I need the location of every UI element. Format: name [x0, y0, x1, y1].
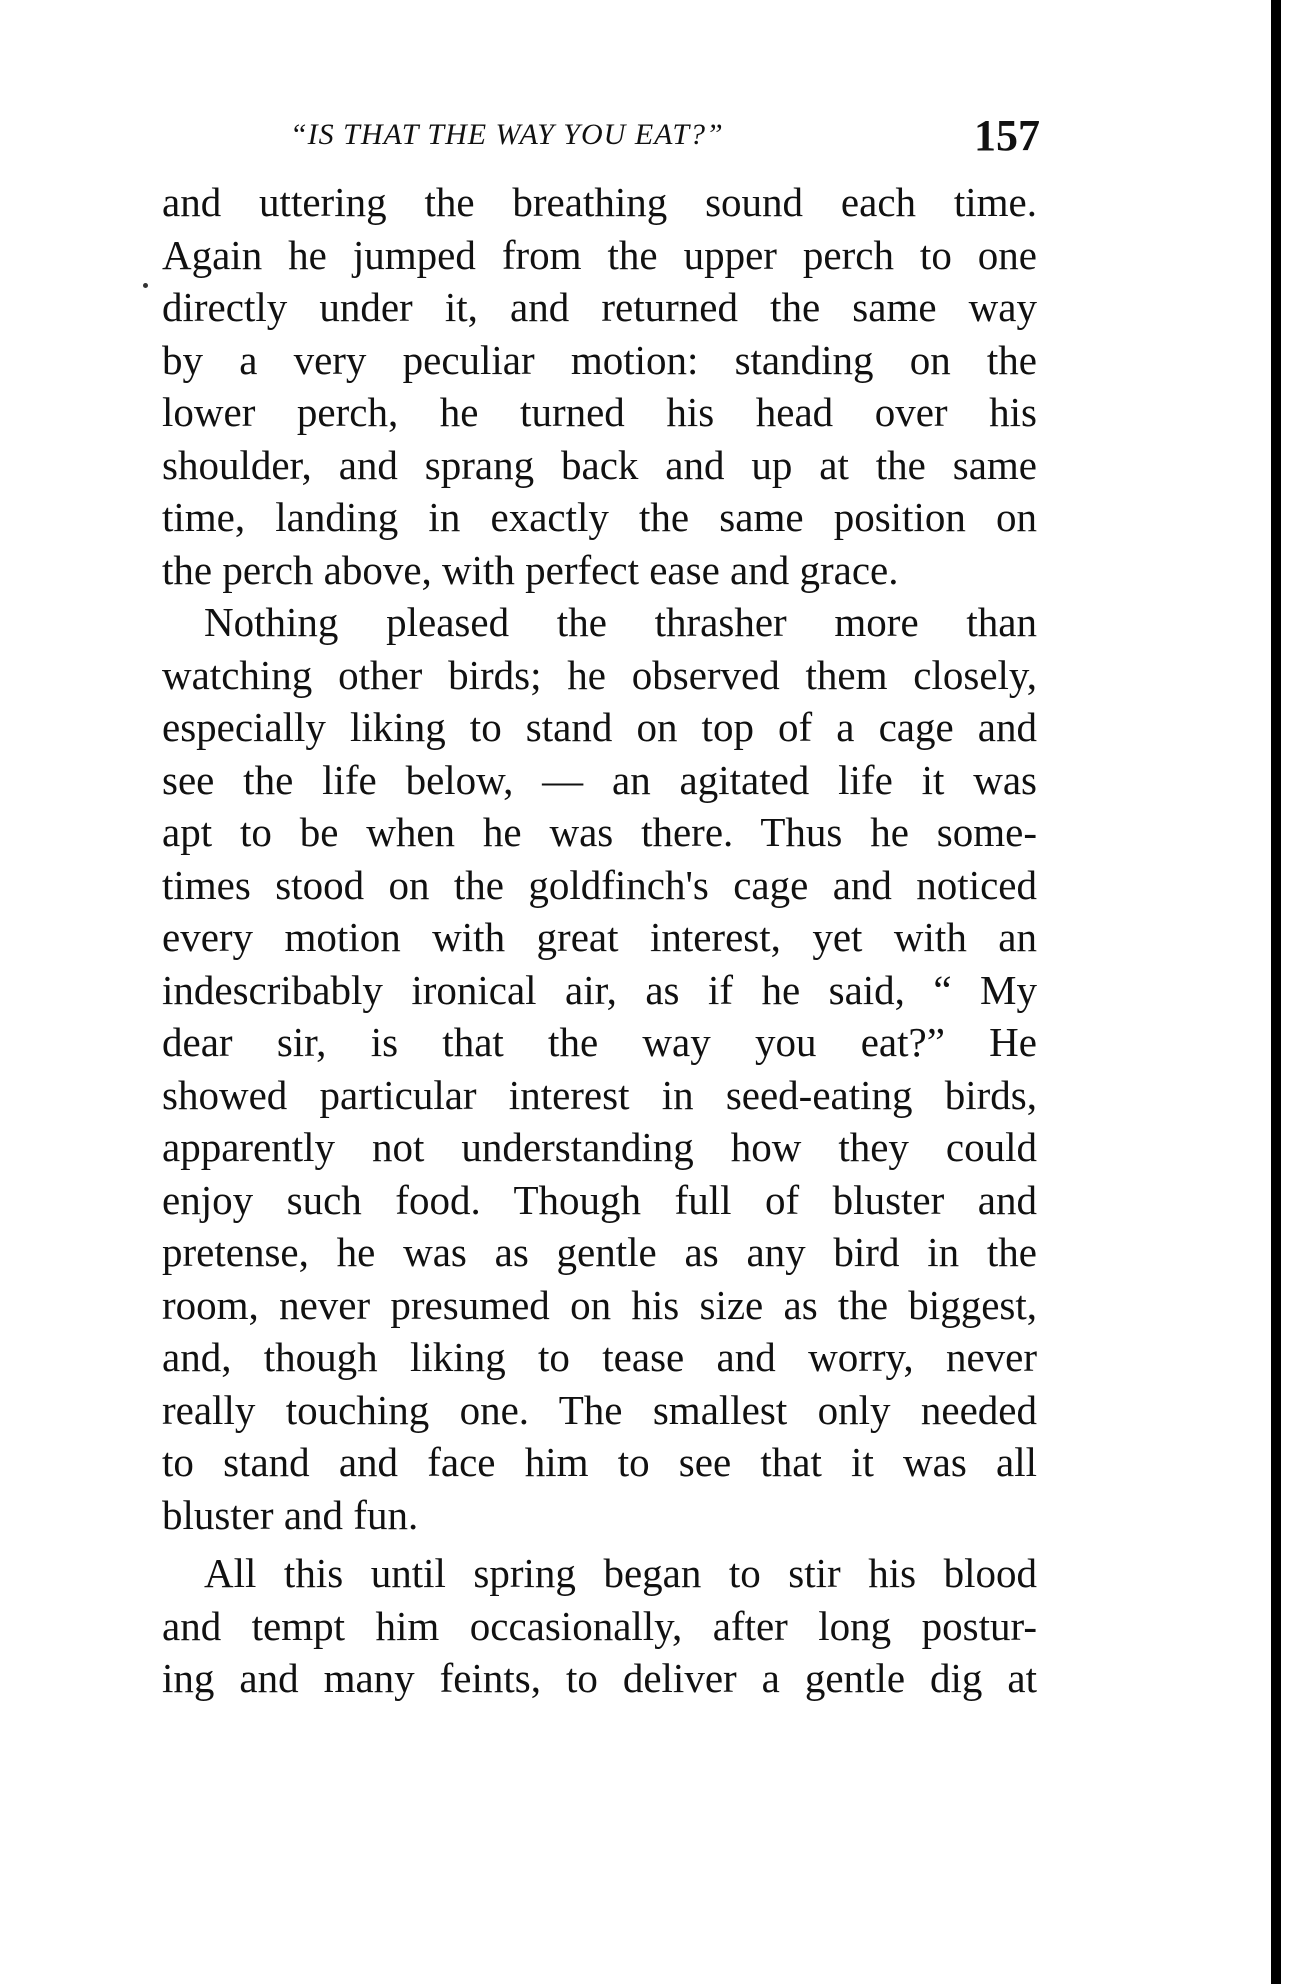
page-number: 157	[974, 111, 1040, 160]
text-line: apt to be when he was there. Thus he some-	[162, 809, 1037, 855]
text-line: enjoy such food. Though full of bluster and	[162, 1176, 1037, 1223]
text-line: dear sir, is that the way you eat?” He	[162, 1019, 1037, 1065]
text-line: ing and many feints, to deliver a gentle dig at	[162, 1655, 1037, 1701]
page-edge-border	[1271, 0, 1281, 1984]
running-head	[290, 110, 1040, 160]
text-line: really touching one. The smallest only needed	[162, 1386, 1037, 1433]
text-line: directly under it, and returned the same way	[162, 284, 1037, 330]
paragraph	[162, 176, 1037, 596]
text-line: Again he jumped from the upper perch to one	[162, 231, 1037, 278]
text-line: see the life below, — an agitated life it was	[162, 756, 1037, 803]
text-line: lower perch, he turned his head over his	[162, 389, 1037, 435]
text-line: times stood on the goldfinch's cage and noticed	[162, 861, 1037, 908]
text-line: every motion with great interest, yet with an	[162, 914, 1037, 960]
text-line: All this until spring began to stir his blood	[204, 1550, 1037, 1596]
text-line: apparently not understanding how they could	[162, 1124, 1037, 1170]
text-line: watching other birds; he observed them closely,	[162, 651, 1037, 698]
text-line: by a very peculiar motion: standing on the	[162, 336, 1037, 383]
text-line: to stand and face him to see that it was all	[162, 1439, 1037, 1485]
text-line: showed particular interest in seed-eating birds,	[162, 1071, 1037, 1118]
ink-speck	[143, 283, 148, 288]
paragraph	[162, 596, 1037, 1541]
text-line: pretense, he was as gentle as any bird in the	[162, 1229, 1037, 1275]
paragraph	[162, 1547, 1037, 1705]
running-title: “IS THAT THE WAY YOU EAT?”	[290, 118, 724, 151]
text-line: especially liking to stand on top of a cage and	[162, 704, 1037, 750]
text-line: time, landing in exactly the same position on	[162, 494, 1037, 540]
body-text	[162, 176, 1037, 1705]
text-line: shoulder, and sprang back and up at the same	[162, 441, 1037, 488]
text-line: and tempt him occasionally, after long postur-	[162, 1602, 1037, 1649]
text-line: room, never presumed on his size as the biggest,	[162, 1281, 1037, 1328]
text-line: indescribably ironical air, as if he said, “ My	[162, 966, 1037, 1013]
text-line: the perch above, with perfect ease and grace.	[162, 546, 899, 593]
text-line: bluster and fun.	[162, 1491, 419, 1538]
text-line: Nothing pleased the thrasher more than	[204, 599, 1037, 645]
text-line: and, though liking to tease and worry, never	[162, 1334, 1037, 1380]
text-line: and uttering the breathing sound each time.	[162, 179, 1037, 225]
